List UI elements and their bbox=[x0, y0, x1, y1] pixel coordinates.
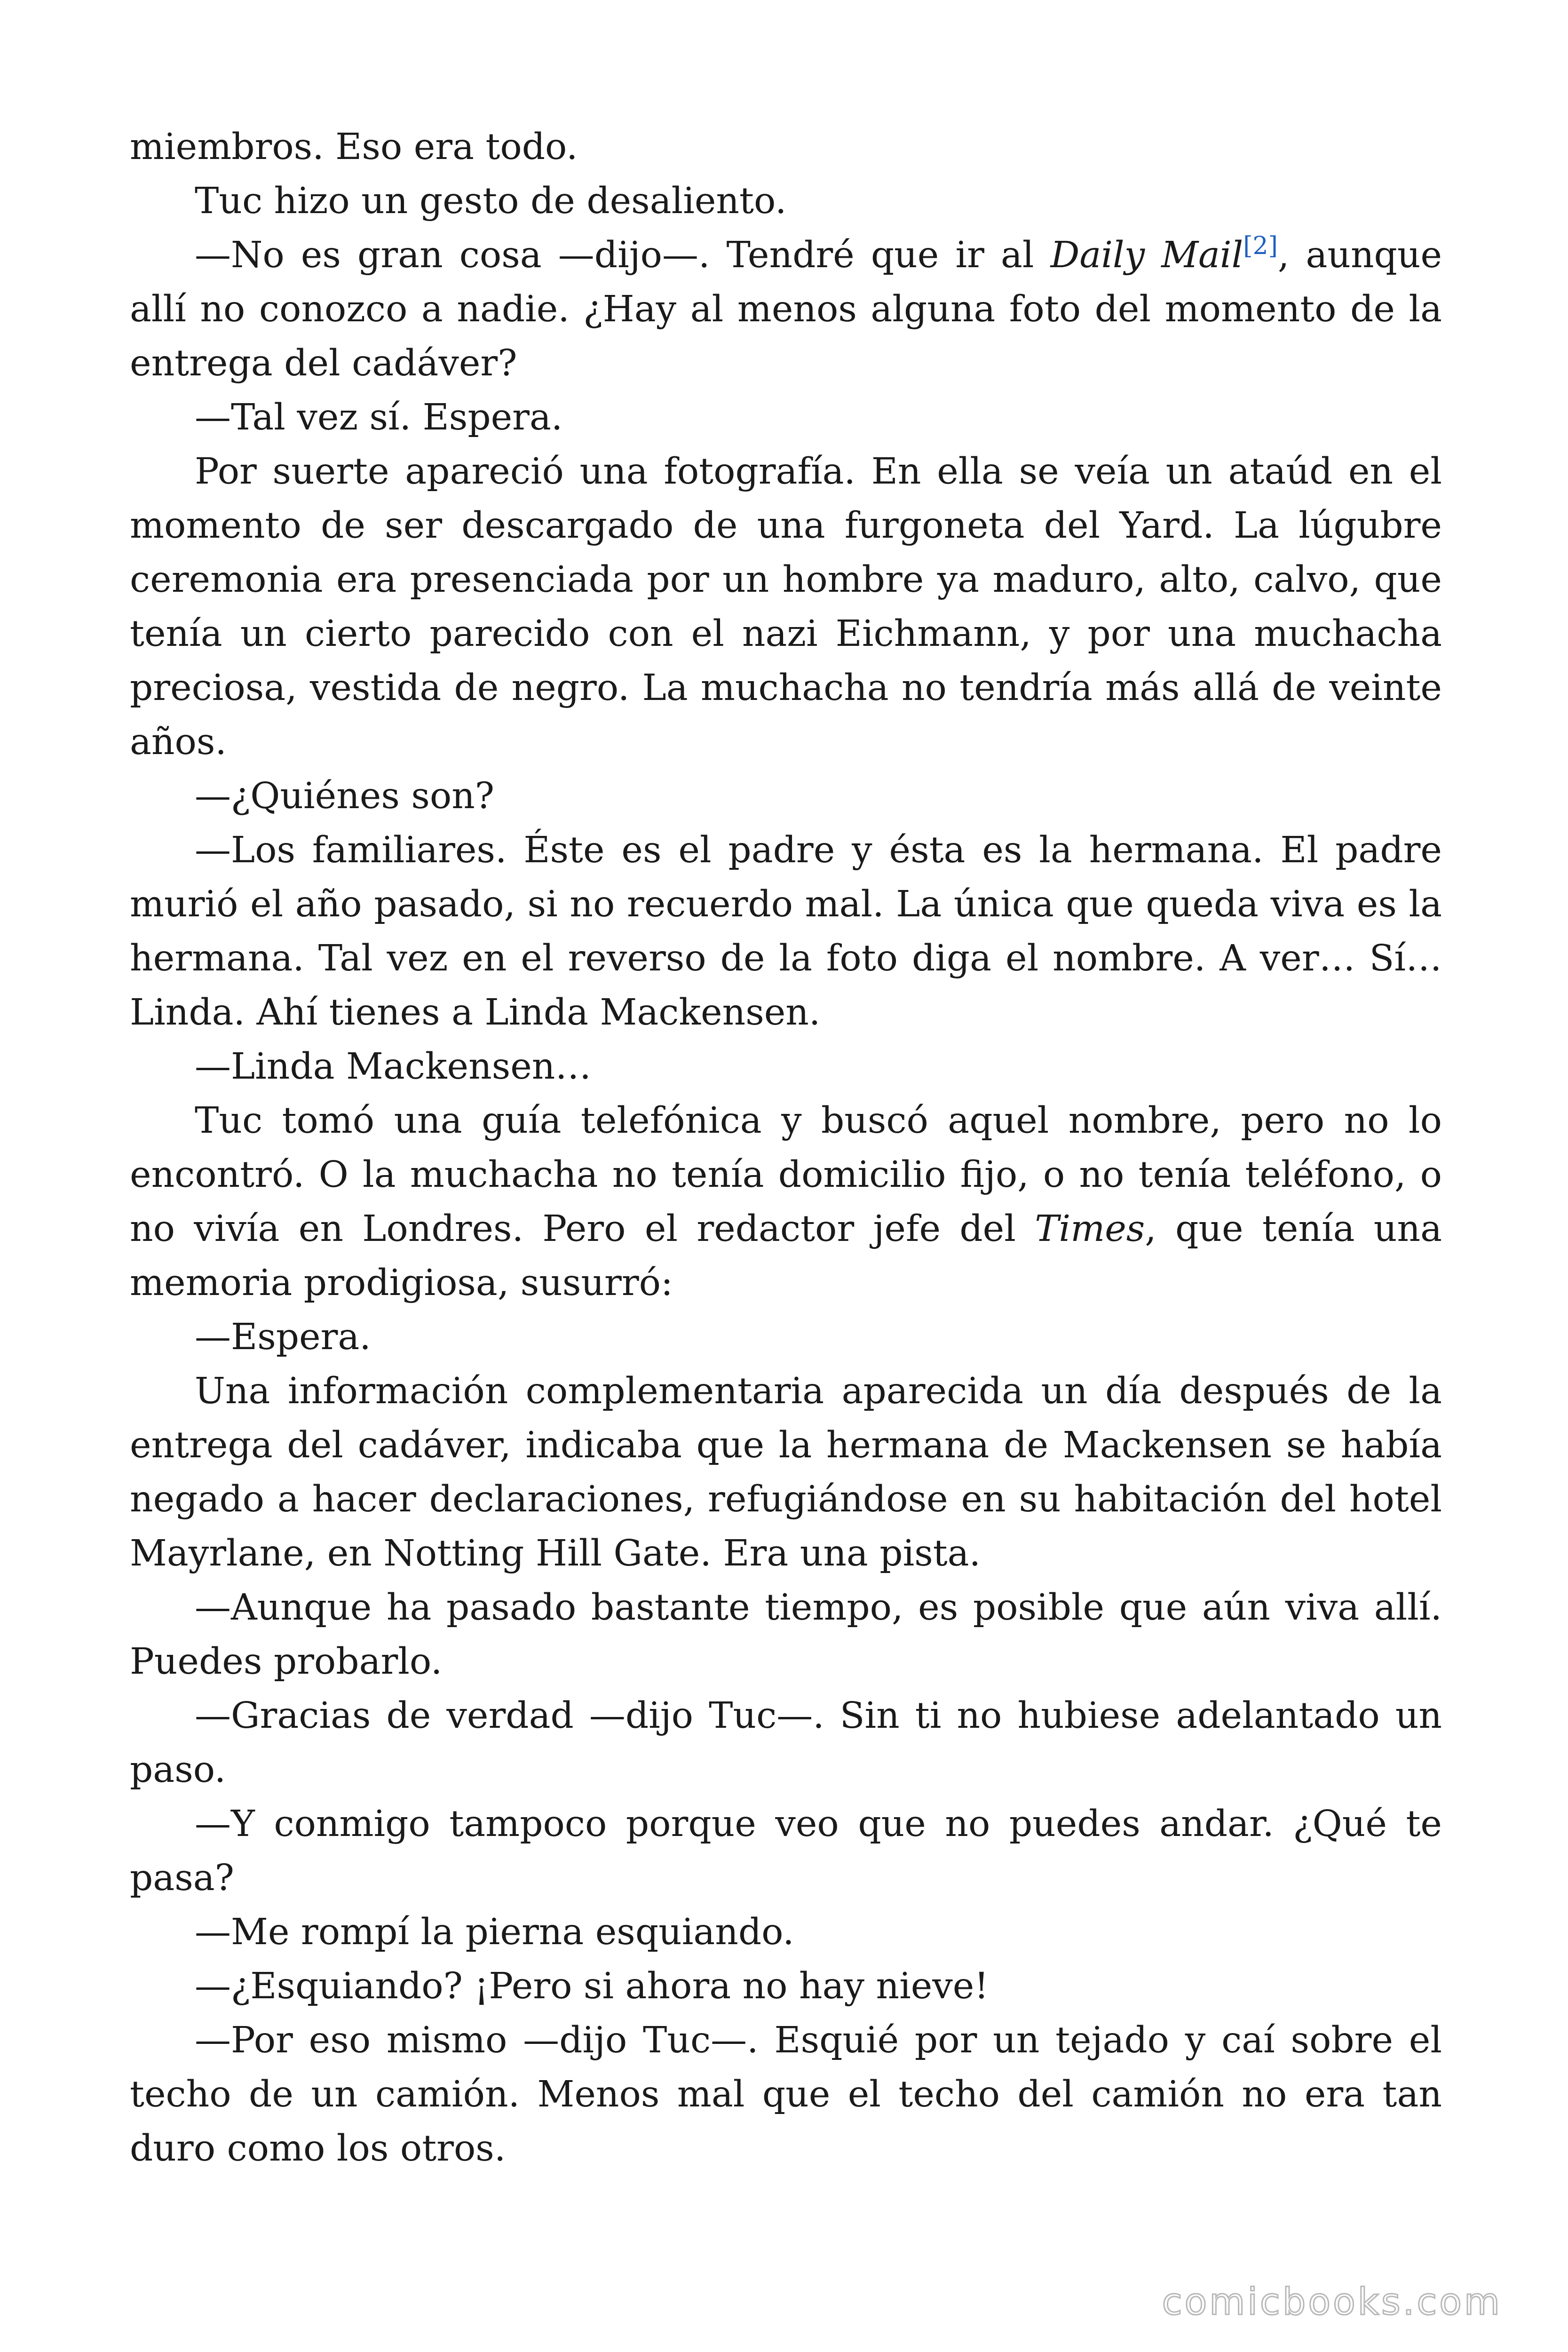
paragraph: —Espera. bbox=[195, 1316, 371, 1358]
paragraph: —Y conmigo tampoco porque veo que no puedes andar. ¿Qué te pasa? bbox=[130, 1803, 1442, 1899]
newspaper-title: Daily Mail bbox=[1050, 234, 1243, 276]
paragraph bbox=[130, 228, 1442, 390]
paragraph-text: , aunque allí no conozco a nadie. ¿Hay al menos alguna foto del momento de la entrega del cadáver? bbox=[130, 234, 1442, 384]
paragraph: —¿Esquiando? ¡Pero si ahora no hay nieve! bbox=[195, 1965, 989, 2007]
footnote-link[interactable]: [2] bbox=[1243, 232, 1278, 260]
paragraph: —¿Quiénes son? bbox=[195, 775, 495, 817]
paragraph: —Los familiares. Éste es el padre y ésta es la hermana. El padre murió el año pasado, si no recuerdo mal. La única que queda viva es la hermana. Tal vez en el reverso de la foto diga el nombre. A ver… Sí… Linda. Ahí tienes a Linda Mackensen. bbox=[130, 829, 1442, 1033]
paragraph-text: , que tenía una memoria prodigiosa, susurró: bbox=[130, 1208, 1442, 1304]
paragraph: —Gracias de verdad —dijo Tuc—. Sin ti no hubiese adelantado un paso. bbox=[130, 1695, 1442, 1791]
book-page-text bbox=[130, 120, 1442, 2176]
paragraph: miembros. Eso era todo. bbox=[130, 126, 578, 168]
paragraph bbox=[130, 1094, 1442, 1310]
paragraph: —Me rompí la pierna esquiando. bbox=[195, 1911, 794, 1953]
paragraph: —Por eso mismo —dijo Tuc—. Esquié por un tejado y caí sobre el techo de un camión. Menos mal que el techo del camión no era tan duro como los otros. bbox=[130, 2019, 1442, 2169]
paragraph: —Tal vez sí. Espera. bbox=[195, 397, 563, 438]
paragraph-text: Tuc tomó una guía telefónica y buscó aquel nombre, pero no lo encontró. O la muchacha no tenía domicilio fijo, o no tenía teléfono, o no vivía en Londres. Pero el redactor jefe del bbox=[130, 1100, 1442, 1250]
watermark: comicbooks.com bbox=[1162, 2281, 1502, 2323]
paragraph: —Aunque ha pasado bastante tiempo, es posible que aún viva allí. Puedes probarlo. bbox=[130, 1587, 1442, 1683]
paragraph: Tuc hizo un gesto de desaliento. bbox=[195, 180, 787, 222]
paragraph: Una información complementaria aparecida un día después de la entrega del cadáver, indicaba que la hermana de Mackensen se había negado a hacer declaraciones, refugiándose en su habitación del hotel Mayrlane, en Notting Hill Gate. Era una pista. bbox=[130, 1370, 1442, 1574]
paragraph-text: —No es gran cosa —dijo—. Tendré que ir al bbox=[195, 234, 1051, 276]
paragraph: —Linda Mackensen… bbox=[195, 1046, 592, 1088]
paragraph: Por suerte apareció una fotografía. En ella se veía un ataúd en el momento de ser descargado de una furgoneta del Yard. La lúgubre ceremonia era presenciada por un hombre ya maduro, alto, calvo, que tenía un cierto parecido con el nazi Eichmann, y por una muchacha preciosa, vestida de negro. La muchacha no tendría más allá de veinte años. bbox=[130, 451, 1442, 763]
newspaper-title: Times bbox=[1035, 1208, 1145, 1250]
